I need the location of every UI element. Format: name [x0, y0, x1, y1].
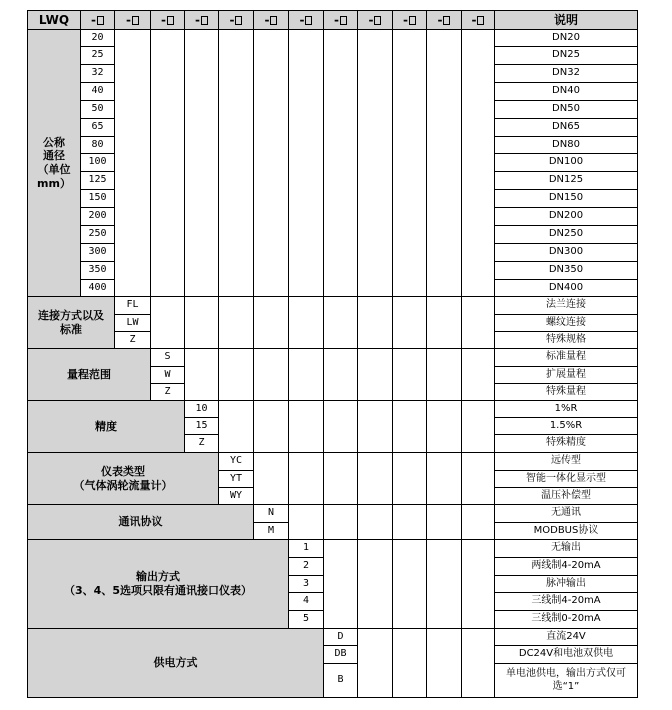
placeholder-box-icon	[97, 16, 104, 25]
diameter-desc: DN32	[552, 67, 580, 79]
output-desc: 两线制4-20mA	[531, 560, 601, 572]
header-code-slot-11	[426, 10, 462, 30]
blank-column-cell	[426, 400, 462, 453]
blank-column-cell	[392, 29, 427, 297]
diameter-code-cell[interactable]	[80, 261, 115, 280]
output-desc-cell	[494, 539, 638, 558]
diameter-code-cell[interactable]	[80, 118, 115, 137]
blank-column-cell	[253, 400, 289, 453]
output-desc-cell	[494, 557, 638, 576]
protocol-code-cell[interactable]	[253, 522, 289, 540]
meter_type-code-cell[interactable]	[218, 470, 254, 488]
diameter-code: 200	[88, 210, 107, 222]
placeholder-box-icon	[132, 16, 139, 25]
diameter-label-cell-line-1: 公称	[43, 135, 65, 149]
connection-desc-cell	[494, 331, 638, 349]
header-model-label: LWQ	[38, 12, 70, 27]
placeholder-box-icon	[201, 16, 208, 25]
power-desc: DC24V和电池双供电	[518, 648, 614, 660]
output-code-cell[interactable]	[288, 592, 324, 611]
output-label-cell	[27, 539, 289, 629]
blank-column-cell	[323, 400, 358, 453]
output-code-cell[interactable]	[288, 575, 324, 593]
header-dash: -	[299, 12, 305, 27]
output-label-cell-line-1: 输出方式	[136, 570, 180, 584]
connection-code: Z	[129, 333, 136, 345]
meter_type-desc: 智能一体化显示型	[526, 472, 606, 484]
blank-column-cell	[357, 29, 393, 297]
blank-column-cell	[392, 400, 427, 453]
blank-column-cell	[323, 29, 358, 297]
blank-column-cell	[218, 400, 254, 453]
blank-column-cell	[184, 348, 219, 401]
diameter-desc-cell	[494, 243, 638, 262]
connection-label-cell-line-1: 连接方式以及	[38, 308, 104, 322]
blank-column-cell	[323, 452, 358, 505]
header-note-label: 说明	[553, 12, 578, 27]
header-code-slot-1	[80, 10, 115, 30]
output-desc-cell	[494, 610, 638, 629]
header-dash: -	[471, 12, 477, 27]
range-code-cell[interactable]	[150, 383, 185, 401]
blank-column-cell	[426, 504, 462, 540]
output-code-cell[interactable]	[288, 539, 324, 558]
range-code: W	[164, 368, 171, 380]
header-dash: -	[195, 12, 200, 27]
meter_type-code: YT	[229, 472, 243, 484]
power-label-cell-text	[154, 656, 198, 670]
connection-desc-cell	[494, 296, 638, 315]
diameter-desc-cell	[494, 207, 638, 226]
meter_type-desc-cell	[494, 452, 638, 471]
output-desc: 三线制4-20mA	[531, 595, 601, 607]
diameter-desc-cell	[494, 136, 638, 154]
diameter-desc: DN250	[548, 228, 584, 240]
meter_type-desc: 温压补偿型	[541, 489, 591, 501]
diameter-code-cell[interactable]	[80, 189, 115, 208]
range-desc: 特殊量程	[546, 385, 586, 397]
blank-column-cell	[323, 296, 358, 349]
diameter-desc-cell	[494, 82, 638, 101]
blank-column-cell	[253, 348, 289, 401]
diameter-label-cell-text	[37, 136, 71, 191]
header-code-slot-7	[288, 10, 324, 30]
range-desc: 标准量程	[546, 351, 586, 363]
diameter-label-cell-line-2: 通径	[43, 149, 65, 163]
diameter-label-cell-line-3: （单位	[37, 163, 71, 176]
range-label-cell-text	[67, 368, 111, 382]
protocol-desc-cell	[494, 522, 638, 540]
connection-desc: 特殊规格	[546, 333, 586, 345]
accuracy-desc-cell	[494, 400, 638, 418]
header-dash: -	[91, 12, 96, 27]
blank-column-cell	[426, 348, 462, 401]
blank-column-cell	[357, 628, 393, 698]
output-desc-cell	[494, 575, 638, 593]
connection-desc: 螺纹连接	[546, 316, 586, 328]
power-code: B	[337, 674, 344, 686]
diameter-code: 32	[91, 67, 104, 79]
blank-column-cell	[392, 504, 427, 540]
accuracy-code-cell[interactable]	[184, 434, 219, 453]
accuracy-label-cell	[27, 400, 185, 453]
range-desc: 扩展量程	[546, 368, 586, 380]
blank-column-cell	[357, 504, 393, 540]
diameter-desc: DN50	[552, 103, 580, 115]
blank-column-cell	[184, 29, 219, 297]
diameter-code-cell[interactable]	[80, 207, 115, 226]
output-code-cell[interactable]	[288, 557, 324, 576]
blank-column-cell	[288, 296, 324, 349]
power-label-cell	[27, 628, 324, 698]
meter-type-label-cell-line-1: 仪表类型	[101, 464, 145, 478]
diameter-desc: DN350	[548, 264, 584, 276]
power-label-cell-line-1: 供电方式	[153, 656, 198, 670]
range-desc-cell	[494, 383, 638, 401]
power-code: D	[337, 630, 344, 642]
diameter-code-cell[interactable]	[80, 279, 115, 297]
header-note-cell	[494, 10, 638, 30]
output-code: 2	[302, 560, 310, 572]
protocol-desc-cell	[494, 504, 638, 523]
power-desc: 直流24V	[546, 630, 586, 642]
connection-code: FL	[126, 299, 139, 311]
diameter-code-cell[interactable]	[80, 153, 115, 172]
range-label-cell-line-1: 量程范围	[67, 367, 111, 381]
accuracy-label-cell-line-1: 精度	[95, 419, 117, 433]
header-code-slot-5	[218, 10, 254, 30]
header-dash: -	[264, 12, 270, 27]
diameter-desc: DN200	[548, 210, 584, 222]
diameter-desc-cell	[494, 118, 638, 137]
output-desc: 三线制0-20mA	[531, 613, 601, 625]
blank-column-cell	[392, 539, 427, 629]
connection-desc: 法兰连接	[546, 299, 586, 311]
blank-column-cell	[357, 296, 393, 349]
diameter-code-cell[interactable]	[80, 171, 115, 190]
placeholder-box-icon	[270, 16, 277, 25]
placeholder-box-icon	[167, 16, 174, 25]
diameter-code: 250	[88, 228, 107, 240]
diameter-desc: DN40	[552, 85, 580, 97]
diameter-desc: DN400	[548, 281, 584, 293]
header-code-slot-9	[357, 10, 393, 30]
diameter-desc: DN100	[548, 156, 584, 168]
accuracy-desc-cell	[494, 417, 638, 435]
blank-column-cell	[392, 296, 427, 349]
blank-column-cell	[461, 628, 495, 698]
diameter-desc-cell	[494, 279, 638, 297]
power-desc-cell	[494, 645, 638, 664]
power-desc-cell	[494, 663, 638, 698]
header-code-slot-8	[323, 10, 358, 30]
diameter-code-cell[interactable]	[80, 100, 115, 119]
protocol-code: N	[267, 507, 275, 519]
diameter-desc-cell	[494, 261, 638, 280]
header-dash: -	[229, 12, 235, 27]
header-dash: -	[161, 12, 166, 27]
connection-desc-cell	[494, 314, 638, 332]
accuracy-desc: 特殊精度	[546, 437, 586, 449]
meter_type-desc-cell	[494, 487, 638, 505]
blank-column-cell	[461, 452, 495, 505]
output-label-cell-text	[64, 570, 252, 598]
power-code-cell[interactable]	[323, 645, 358, 664]
protocol-label-cell-line-1: 通讯协议	[118, 515, 163, 529]
range-desc-cell	[494, 348, 638, 367]
meter-type-label-cell-line-2: （气体涡轮流量计）	[73, 478, 173, 492]
diameter-desc: DN80	[552, 138, 580, 150]
accuracy-label-cell-text	[95, 420, 117, 434]
protocol-code-cell[interactable]	[253, 504, 289, 523]
diameter-code: 400	[88, 281, 107, 293]
blank-column-cell	[253, 296, 289, 349]
diameter-desc-cell	[494, 189, 638, 208]
blank-column-cell	[114, 29, 151, 297]
blank-column-cell	[461, 296, 495, 349]
diameter-code: 100	[88, 156, 107, 168]
protocol-label-cell-text	[119, 515, 163, 529]
header-dash: -	[437, 12, 443, 27]
output-desc: 脉冲输出	[546, 577, 586, 589]
blank-column-cell	[218, 29, 254, 297]
header-code-slot-6	[253, 10, 289, 30]
diameter-code: 50	[91, 103, 104, 115]
diameter-code: 25	[91, 49, 104, 61]
placeholder-box-icon	[235, 16, 242, 25]
blank-column-cell	[357, 539, 393, 629]
header-code-slot-2	[114, 10, 151, 30]
placeholder-box-icon	[409, 16, 416, 25]
blank-column-cell	[357, 452, 393, 505]
blank-column-cell	[288, 400, 324, 453]
power-desc: 单电池供电，输出方式仅可选“1”	[506, 668, 626, 692]
range-code-cell[interactable]	[150, 366, 185, 384]
connection-label-cell	[27, 296, 115, 349]
protocol-label-cell	[27, 504, 254, 540]
output-code-cell[interactable]	[288, 610, 324, 629]
diameter-code-cell[interactable]	[80, 243, 115, 262]
blank-column-cell	[461, 29, 495, 297]
header-dash: -	[126, 12, 131, 27]
power-desc-cell	[494, 628, 638, 646]
connection-label-cell-line-2: 标准	[60, 322, 82, 336]
power-code: DB	[334, 648, 347, 660]
accuracy-code: 10	[195, 402, 208, 414]
diameter-desc: DN150	[548, 192, 584, 204]
blank-column-cell	[426, 628, 462, 698]
diameter-code-cell[interactable]	[80, 82, 115, 101]
blank-column-cell	[288, 348, 324, 401]
blank-column-cell	[392, 628, 427, 698]
blank-column-cell	[150, 29, 185, 297]
output-label-cell-line-2: （3、4、5选项只限有通讯接口仪表）	[64, 584, 252, 597]
blank-column-cell	[184, 296, 219, 349]
blank-column-cell	[426, 539, 462, 629]
diameter-desc-cell	[494, 29, 638, 47]
diameter-code: 350	[88, 264, 107, 276]
blank-column-cell	[357, 348, 393, 401]
output-desc: 无输出	[551, 542, 581, 554]
diameter-code: 20	[91, 31, 104, 43]
output-desc-cell	[494, 592, 638, 611]
meter_type-code-cell[interactable]	[218, 452, 254, 471]
diameter-code: 300	[88, 246, 107, 258]
blank-column-cell	[150, 296, 185, 349]
blank-column-cell	[253, 29, 289, 297]
blank-column-cell	[288, 29, 324, 297]
accuracy-code-cell[interactable]	[184, 400, 219, 418]
accuracy-code: 15	[195, 419, 208, 431]
diameter-desc: DN300	[548, 246, 584, 258]
protocol-desc: MODBUS协议	[533, 524, 599, 536]
meter-type-label-cell-text	[74, 465, 173, 493]
diameter-desc-cell	[494, 64, 638, 83]
meter_type-desc: 远传型	[551, 455, 581, 467]
meter_type-code: WY	[229, 489, 243, 501]
placeholder-box-icon	[374, 16, 381, 25]
header-code-slot-4	[184, 10, 219, 30]
diameter-desc-cell	[494, 46, 638, 65]
connection-label-cell-text	[38, 309, 104, 337]
range-desc-cell	[494, 366, 638, 384]
blank-column-cell	[461, 400, 495, 453]
header-dash: -	[368, 12, 374, 27]
header-code-slot-12	[461, 10, 495, 30]
diameter-desc-cell	[494, 100, 638, 119]
diameter-code: 80	[91, 138, 104, 150]
diameter-desc-cell	[494, 225, 638, 244]
diameter-code: 40	[91, 85, 104, 97]
header-code-slot-10	[392, 10, 427, 30]
blank-column-cell	[426, 29, 462, 297]
output-code: 1	[302, 542, 310, 554]
range-code: Z	[164, 385, 171, 397]
blank-column-cell	[426, 296, 462, 349]
blank-column-cell	[461, 504, 495, 540]
header-code-slot-3	[150, 10, 185, 30]
meter_type-code: YC	[229, 455, 243, 467]
header-dash: -	[403, 12, 408, 27]
blank-column-cell	[426, 452, 462, 505]
blank-column-cell	[218, 296, 254, 349]
diameter-desc: DN20	[552, 31, 580, 43]
diameter-code-cell[interactable]	[80, 64, 115, 83]
placeholder-box-icon	[477, 16, 484, 25]
placeholder-box-icon	[340, 16, 347, 25]
connection-code-cell[interactable]	[114, 296, 151, 315]
diameter-code-cell[interactable]	[80, 46, 115, 65]
output-code: 4	[302, 595, 310, 607]
output-code: 5	[302, 613, 310, 625]
protocol-desc: 无通讯	[551, 507, 581, 519]
accuracy-desc: 1.5%R	[549, 419, 583, 431]
diameter-code: 65	[91, 121, 104, 133]
accuracy-desc: 1%R	[554, 402, 578, 414]
header-model-cell	[27, 10, 81, 30]
blank-column-cell	[218, 348, 254, 401]
diameter-code: 125	[88, 174, 107, 186]
blank-column-cell	[392, 452, 427, 505]
connection-code-cell[interactable]	[114, 314, 151, 332]
output-code: 3	[302, 577, 310, 589]
blank-column-cell	[357, 400, 393, 453]
blank-column-cell	[461, 348, 495, 401]
blank-column-cell	[288, 452, 324, 505]
diameter-desc: DN65	[552, 121, 580, 133]
range-code: S	[164, 351, 171, 363]
power-code-cell[interactable]	[323, 663, 358, 698]
header-dash: -	[334, 12, 339, 27]
diameter-code-cell[interactable]	[80, 225, 115, 244]
range-label-cell	[27, 348, 151, 401]
diameter-label-cell	[27, 29, 81, 297]
placeholder-box-icon	[305, 16, 312, 25]
connection-code: LW	[126, 316, 139, 328]
diameter-label-cell-line-4: mm）	[37, 176, 71, 190]
diameter-desc-cell	[494, 153, 638, 172]
blank-column-cell	[253, 452, 289, 505]
meter_type-code-cell[interactable]	[218, 487, 254, 505]
meter-type-label-cell	[27, 452, 219, 505]
blank-column-cell	[392, 348, 427, 401]
protocol-code: M	[267, 524, 275, 536]
diameter-code-cell[interactable]	[80, 136, 115, 154]
diameter-desc: DN25	[552, 49, 580, 61]
meter_type-desc-cell	[494, 470, 638, 488]
blank-column-cell	[323, 504, 358, 540]
blank-column-cell	[323, 539, 358, 629]
blank-column-cell	[323, 348, 358, 401]
accuracy-desc-cell	[494, 434, 638, 453]
power-code-cell[interactable]	[323, 628, 358, 646]
accuracy-code-cell[interactable]	[184, 417, 219, 435]
blank-column-cell	[288, 504, 324, 540]
diameter-code-cell[interactable]	[80, 29, 115, 47]
diameter-desc-cell	[494, 171, 638, 190]
connection-code-cell[interactable]	[114, 331, 151, 349]
placeholder-box-icon	[443, 16, 450, 25]
diameter-code: 150	[88, 192, 107, 204]
accuracy-code: Z	[198, 437, 205, 449]
blank-column-cell	[461, 539, 495, 629]
range-code-cell[interactable]	[150, 348, 185, 367]
diameter-desc: DN125	[548, 174, 584, 186]
